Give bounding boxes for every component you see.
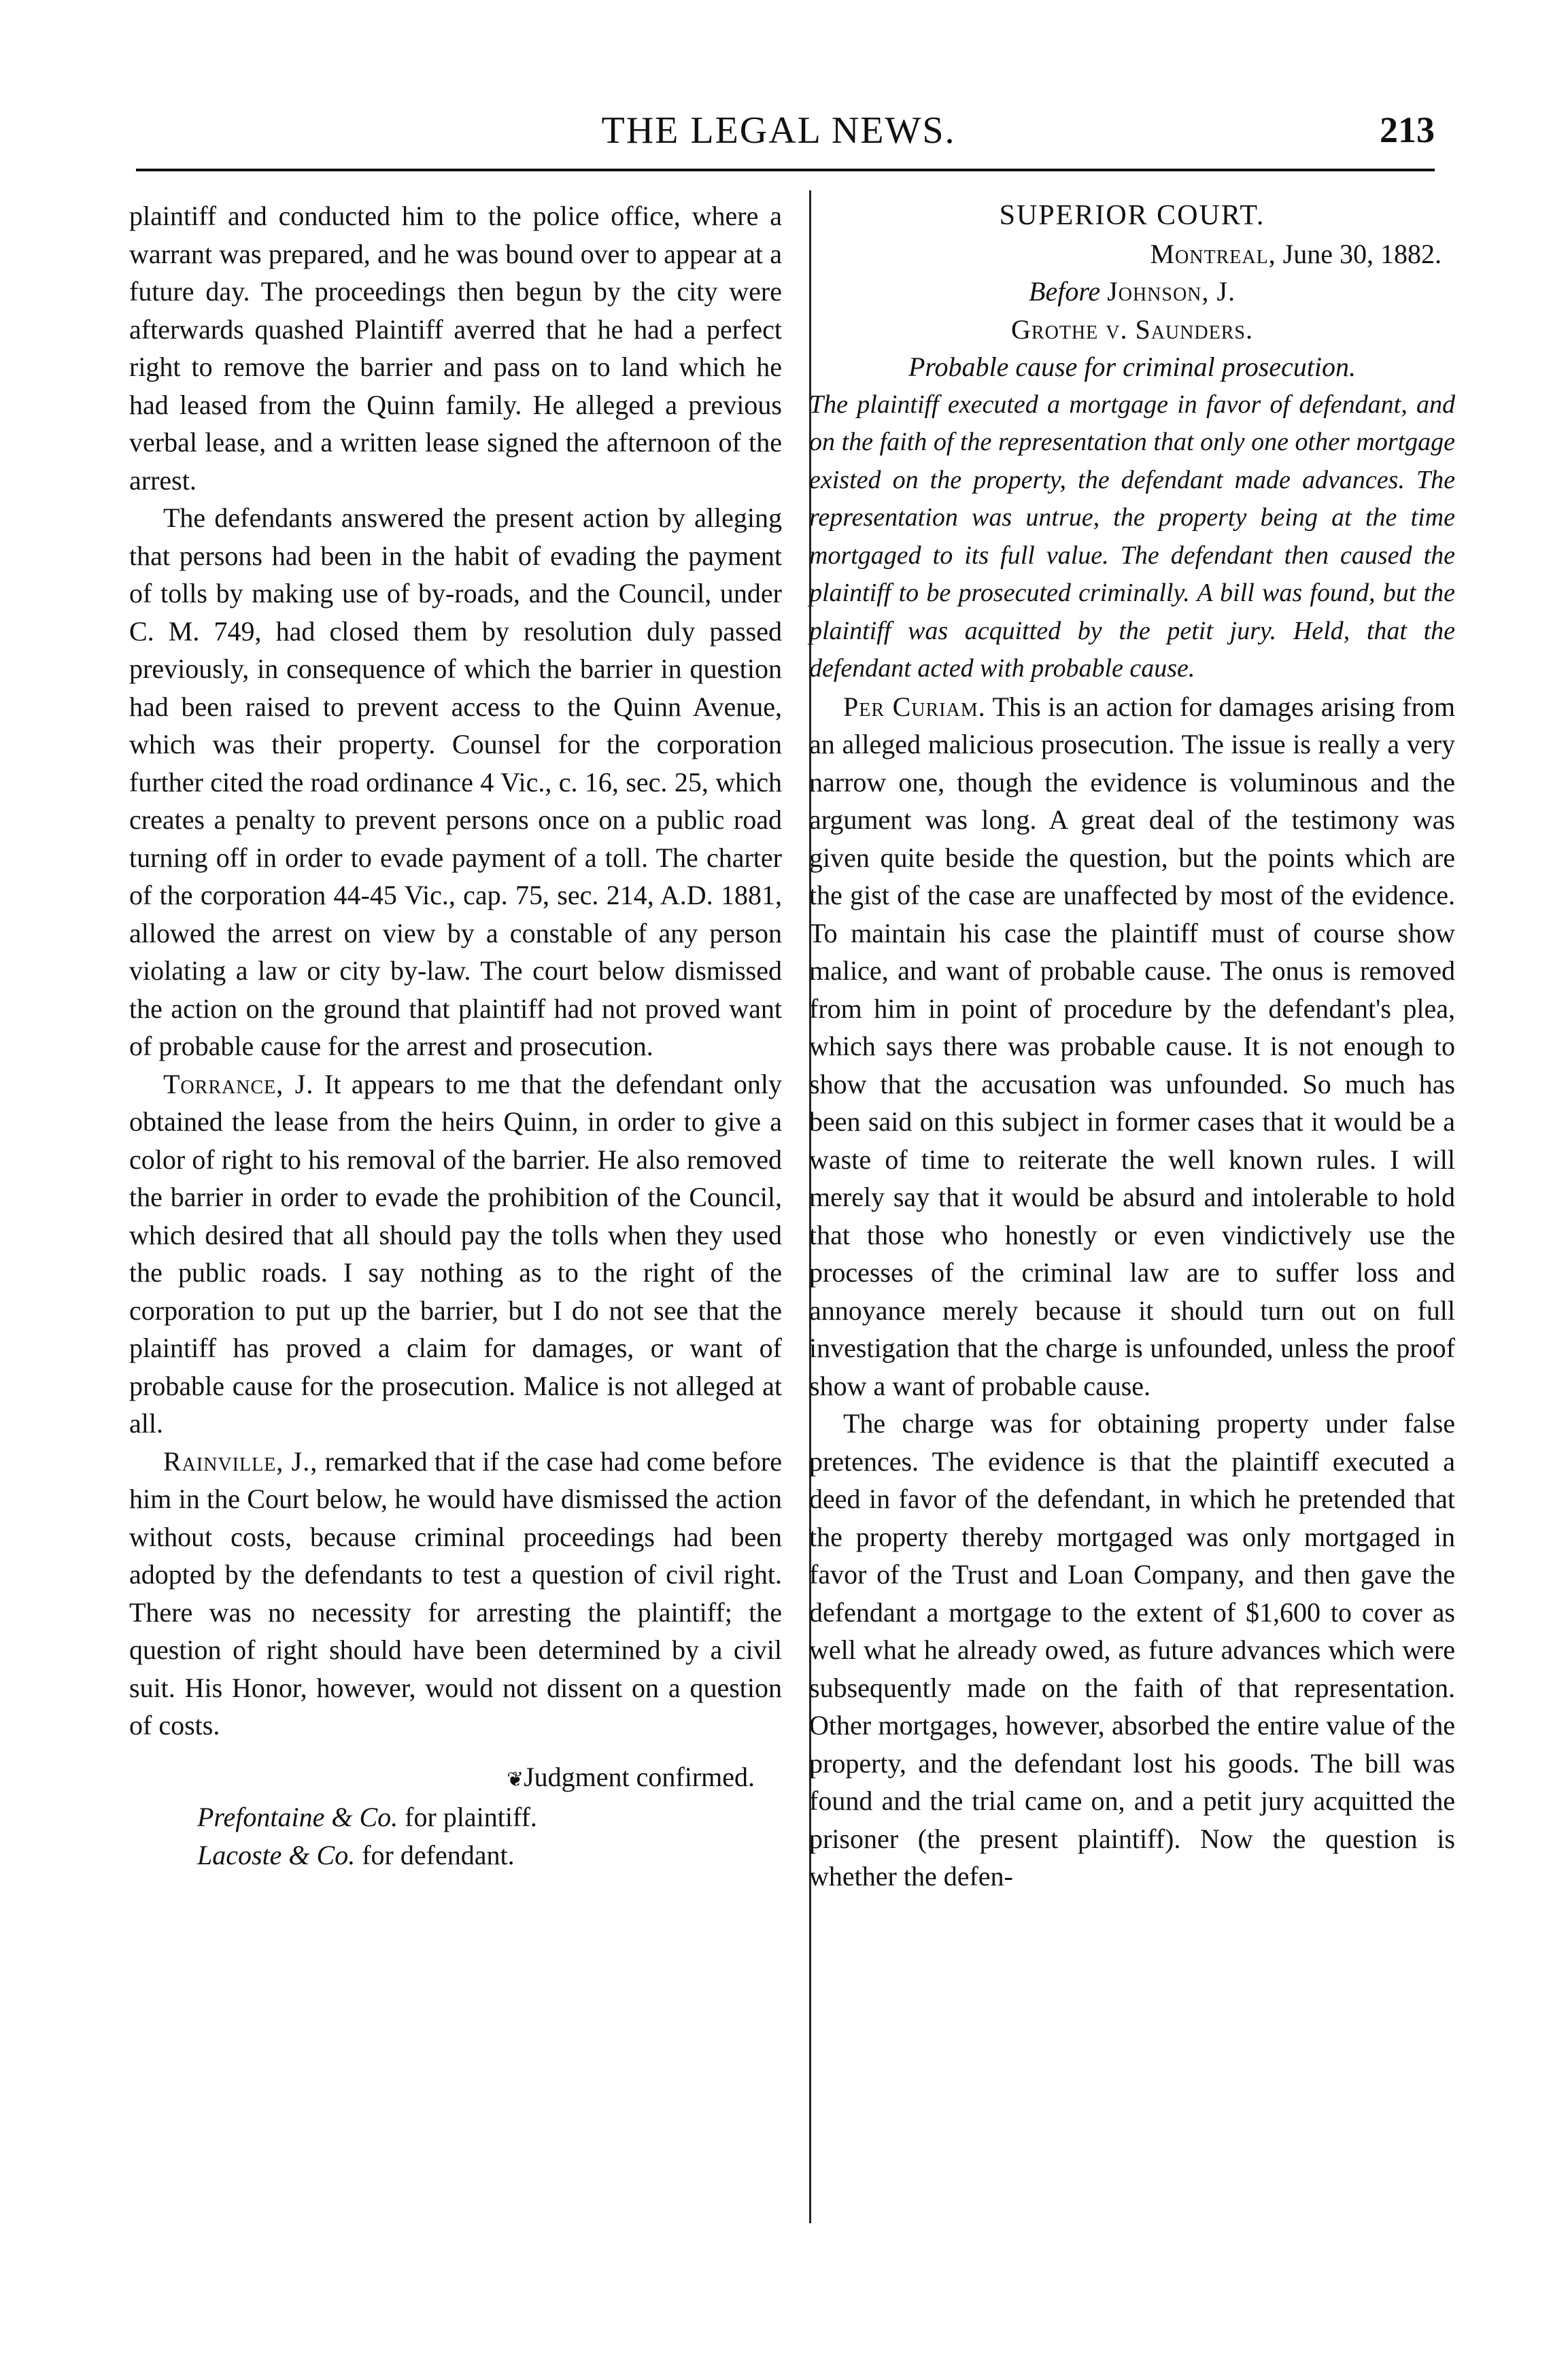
paragraph-continuation: plaintiff and conducted him to the police office, where a warrant was prepared, and he was bound over to appear at a future day. The proceedings then begun by the city were afterwards quashed Plaintiff averred that he had a perfect right to remove the barrier and pass on to land which he had leased from the Quinn family. He alleged a previous verbal lease, and a written lease signed the afternoon of the arrest. [129, 201, 782, 496]
per-curiam-paragraph [809, 688, 1455, 1405]
court-heading: SUPERIOR COURT. [999, 200, 1265, 231]
opinion-rainville-text: remarked that if the case had come before him in the Court below, he would have dismissed the action without costs, because criminal proceedings had been adopted by the defendants to test a question of civil right. There was no necessity for arresting the plaintiff; the question of right should have been determined by a civil suit. His Honor, however, would not dissent on a question of costs. [129, 1445, 783, 1741]
judgment-line [129, 1758, 782, 1799]
left-column [129, 197, 782, 1874]
counsel-plaintiff [129, 1798, 782, 1836]
right-column [809, 197, 1455, 1896]
running-title: THE LEGAL NEWS. [601, 109, 956, 152]
opinion-rainville [129, 1443, 782, 1745]
counsel-defendant [129, 1836, 782, 1874]
counsel-defendant-role: for defendant. [362, 1839, 515, 1870]
judgment-text: Judgment confirmed. [524, 1761, 755, 1792]
dateline [809, 235, 1455, 273]
dateline-date: June 30, 1882. [1282, 238, 1442, 269]
paragraph-defendants-answer: The defendants answered the present action by alleging that persons had been in the habit of evading the payment of tolls by making use of by-roads, and the Council, under C. M. 749, had closed them by resolution duly passed previously, in consequence of which the barrier in question had been raised to prevent access to the Quinn Avenue, which was their property. Counsel for the corporation further cited the road ordinance 4 Vic., c. 16, sec. 25, which creates a penalty to prevent persons once on a public road turning off in order to evade payment of a toll. The charter of the corporation 44-45 Vic., cap. 75, sec. 214, A.D. 1881, allowed the arrest on view by a constable of any person violating a law or city by-law. The court below dismissed the action on the ground that plaintiff had not proved want of probable cause for the arrest and prosecution. [129, 502, 782, 1061]
dateline-place: Montreal, [1150, 238, 1276, 269]
page-header [122, 109, 1435, 170]
header-rule [136, 169, 1435, 171]
fleuron-ornament: ❦ [506, 1768, 524, 1791]
per-curiam-text: This is an action for damages arising from an alleged malicious prosecution. The issue is really a very narrow one, though the evidence is voluminous and the argument was long. A great deal of the testimony was given quite beside the question, but the points which are the gist of the case are unaffected by most of the evidence. To maintain his case the plaintiff must of course show malice, and want of probable cause. The onus is removed from him in point of procedure by the defendant's plea, which says there was probable cause. It is not enough to show that the accusation was unfounded. So much has been said on this subject in former cases that it would be a waste of time to reiterate the well known rules. I will merely say that it would be absurd and intolerable to hold that those who honestly or even vindictively use the processes of the criminal law are to suffer loss and annoyance merely because it should turn out on full investigation that the charge is unfounded, unless the proof show a want of probable cause. [809, 691, 1456, 1401]
before-judge [809, 273, 1455, 311]
case-name: Grothe v. Saunders. [1011, 313, 1253, 345]
counsel-plaintiff-role: for plaintiff. [405, 1802, 537, 1832]
before-label: Before [1029, 276, 1101, 307]
opinion-torrance-text: It appears to me that the defendant only obtained the lease from the heirs Quinn, in order to give a color of right to his removal of the barrier. He also removed the barrier in order to evade the prohibition of the Council, which desired that all should pay the tolls when they used the public roads. I say nothing as to the right of the corporation to put up the barrier, but I do not see that the plaintiff has proved a claim for damages, or want of probable cause for the prosecution. Malice is not alleged at all. [129, 1068, 783, 1439]
headnote: The plaintiff executed a mortgage in favor of defendant, and on the faith of the representation that only one other mortgage existed on the property, the defendant made advances. The representation was untrue, the property being at the time mortgaged to its full value. The defendant then caused the plaintiff to be prosecuted criminally. A bill was found, but the plaintiff was acquitted by the petit jury. Held, that the defendant acted with probable cause. [809, 390, 1455, 683]
headnote-title: Probable cause for criminal prosecution. [908, 352, 1357, 382]
judge-name-johnson: Johnson, J. [1107, 276, 1235, 307]
judge-name-rainville: Rainville, J., [163, 1445, 318, 1477]
counsel-plaintiff-name: Prefontaine & Co. [197, 1802, 398, 1832]
per-curiam-label: Per Curiam. [843, 691, 986, 722]
opinion-torrance [129, 1065, 782, 1443]
counsel-defendant-name: Lacoste & Co. [197, 1839, 356, 1870]
page-number: 213 [1380, 109, 1435, 150]
judge-name-torrance: Torrance, J. [163, 1068, 314, 1099]
charge-paragraph: The charge was for obtaining property under false pretences. The evidence is that the plaintiff executed a deed in favor of the defendant, in which he pretended that the property thereby mortgaged was only mortgaged in favor of the Trust and Loan Company, and then gave the defendant a mortgage to the extent of $1,600 to cover as well what he already owed, as future advances which were subsequently made on the faith of that representation. Other mortgages, however, absorbed the entire value of the property, and the defendant lost his goods. The bill was found and the trial came on, and a petit jury acquitted the prisoner (the present plaintiff). Now the question is whether the defen- [809, 1408, 1455, 1891]
